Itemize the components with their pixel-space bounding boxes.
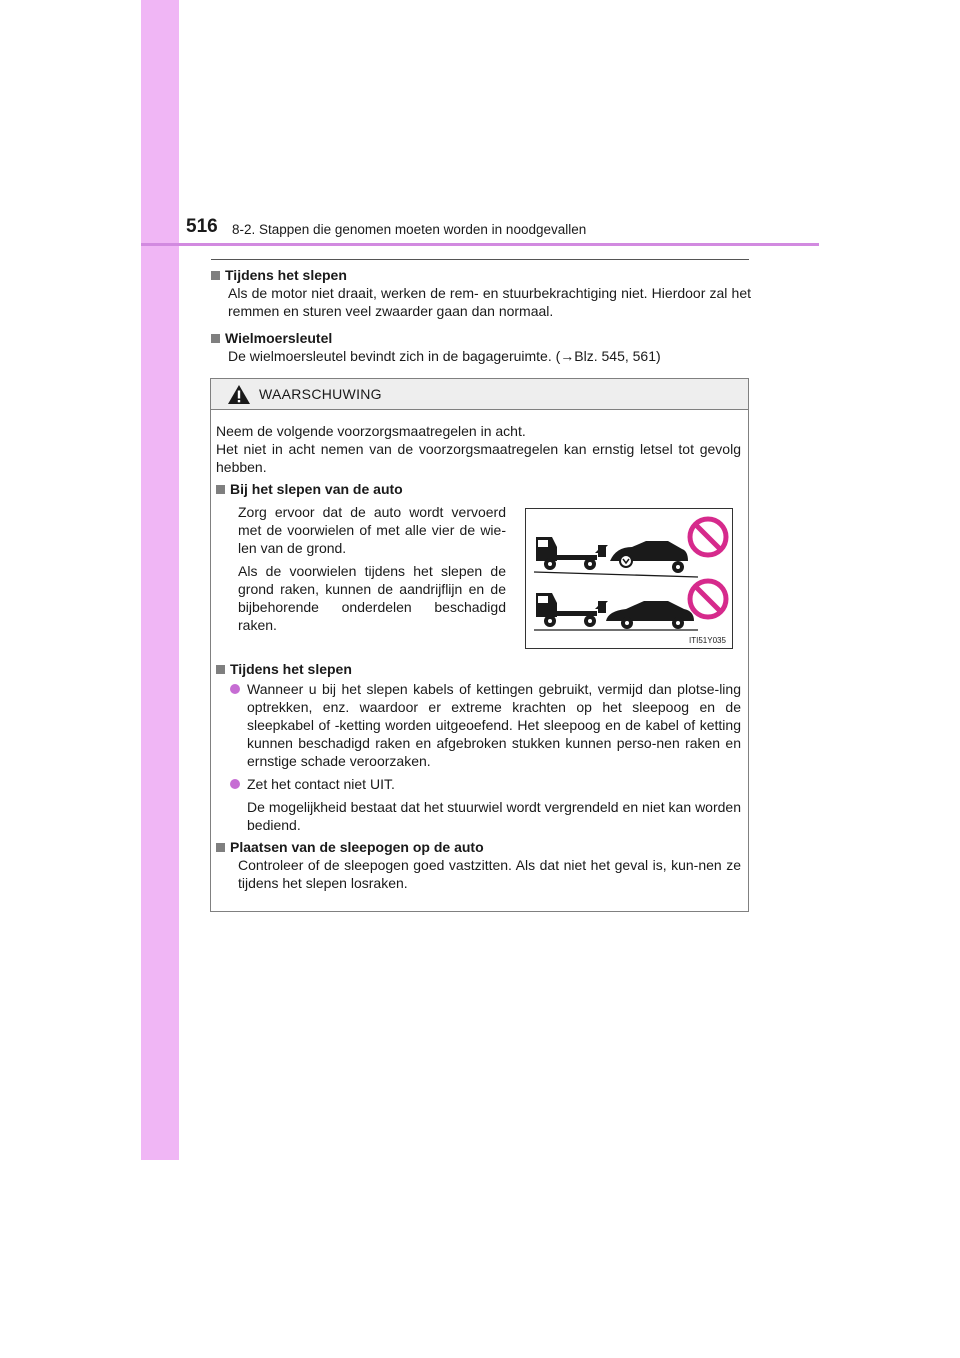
section-heading: Tijdens het slepen: [211, 266, 751, 284]
towing-heading: Bij het slepen van de auto: [216, 480, 741, 498]
bullet-icon: [230, 684, 240, 694]
towing-text: [216, 503, 506, 634]
chapter-title: 8-2. Stappen die genomen moeten worden in noodgevallen: [232, 222, 587, 237]
page-number: 516: [186, 216, 218, 237]
hooks-text: Controleer of de sleepogen goed vastzitten. Als dat niet het geval is, kun-nen ze tijdens het slepen losraken.: [238, 857, 741, 891]
square-bullet-icon: [216, 665, 225, 674]
square-bullet-icon: [211, 334, 220, 343]
square-bullet-icon: [216, 485, 225, 494]
during-heading: Tijdens het slepen: [216, 660, 741, 678]
section-wheel-wrench: [211, 329, 751, 365]
warning-header: [211, 379, 748, 410]
towing-paragraph-1: Zorg ervoor dat de auto wordt vervoerd met de voorwielen of met alle vier de wie-len van de grond.: [238, 504, 506, 556]
bullet-item: Zet het contact niet UIT.: [216, 775, 741, 793]
square-bullet-icon: [211, 271, 220, 280]
section-towing: [211, 266, 751, 320]
bullet-icon: [230, 779, 240, 789]
tow-truck-figure: [526, 509, 732, 648]
side-tab-bar: [141, 0, 179, 1160]
section-text: De wielmoersleutel bevindt zich in de bagageruimte. (→Blz. 545, 561): [228, 348, 661, 364]
warning-box: [210, 378, 749, 912]
section-text: Als de motor niet draait, werken de rem- en stuurbekrachtiging niet. Hierdoor zal het remmen en sturen veel zwaarder gaan dan normaal.: [228, 285, 751, 319]
towing-illustration: [525, 508, 733, 649]
towing-paragraph-2: Als de voorwielen tijdens het slepen de grond raken, kunnen de aandrijflijn en de bijbehorende onderdelen beschadigd raken.: [238, 563, 506, 633]
during-towing-block: [216, 660, 741, 834]
bullet-item: Wanneer u bij het slepen kabels of kettingen gebruikt, vermijd dan plotse-ling optrekken, enz. waardoor er extreme krachten op het sleepoog en de sleepkabel of -ketting worden uitgeoefend. Het sleepoog en de kabel of ketting kunnen beschadigd raken en afgebroken stukken kunnen perso-nen raken en ernstige schade veroorzaken.: [216, 680, 741, 770]
section-heading: Wielmoersleutel: [211, 329, 751, 347]
bullet-detail: De mogelijkheid bestaat dat het stuurwiel wordt vergrendeld en niet kan worden bediend.: [247, 799, 741, 833]
square-bullet-icon: [216, 843, 225, 852]
figure-code: ITI51Y035: [689, 636, 726, 645]
header-rule: [141, 243, 819, 246]
hooks-heading: Plaatsen van de sleepogen op de auto: [216, 838, 741, 856]
warning-triangle-icon: [227, 384, 251, 405]
warning-intro: Neem de volgende voorzorgsmaatregelen in acht. Het niet in acht nemen van de voorzorgsmaatregelen kan ernstig letsel tot gevolg hebben.: [216, 423, 741, 475]
tow-hooks-block: [216, 838, 741, 892]
section-rule: [211, 259, 749, 260]
warning-title: WAARSCHUWING: [259, 386, 382, 402]
